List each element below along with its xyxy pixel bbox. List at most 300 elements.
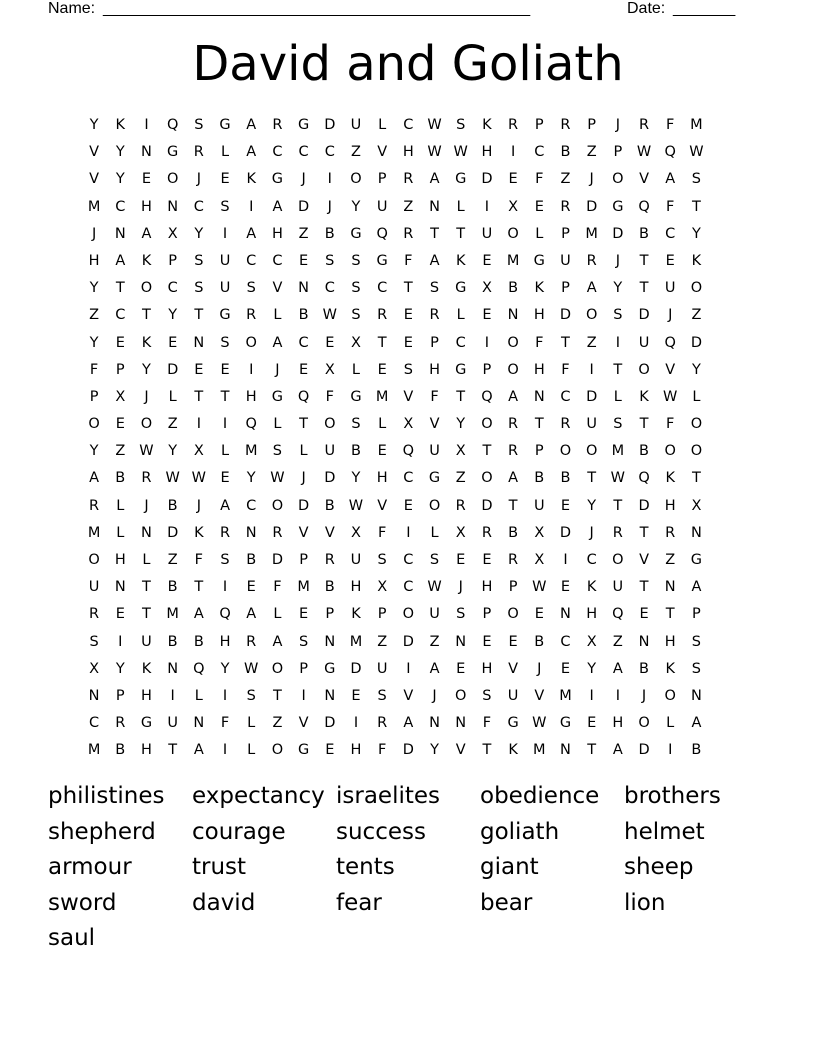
grid-letter: R <box>586 252 597 269</box>
grid-letter: I <box>222 742 228 759</box>
grid-letter: U <box>507 687 519 704</box>
grid-letter: A <box>612 742 623 759</box>
grid-letter: E <box>220 470 230 487</box>
grid-letter: V <box>324 524 335 541</box>
grid-letter: L <box>194 687 203 704</box>
grid-letter: Z <box>429 633 440 650</box>
grid-letter: P <box>613 144 623 161</box>
grid-letter: V <box>403 687 414 704</box>
word-list <box>48 779 768 957</box>
grid-letter: E <box>351 687 361 704</box>
grid-letter: H <box>376 470 388 487</box>
grid-letter: E <box>377 361 387 378</box>
grid-letter: N <box>141 524 152 541</box>
grid-letter: I <box>301 687 306 704</box>
grid-letter: R <box>403 225 414 242</box>
grid-letter: W <box>663 388 678 405</box>
grid-letter: G <box>271 388 284 405</box>
grid-letter: N <box>560 742 571 759</box>
grid-letter: T <box>482 443 492 460</box>
grid-letter: H <box>350 742 362 759</box>
grid-letter: P <box>377 171 387 188</box>
grid-letter: U <box>481 225 493 242</box>
grid-letter: S <box>220 552 230 568</box>
grid-letter: E <box>246 579 256 596</box>
grid-letter: Y <box>115 660 125 677</box>
grid-letter: K <box>639 388 649 405</box>
grid-letter: I <box>563 552 568 568</box>
grid-letter: D <box>298 497 310 514</box>
grid-letter: W <box>139 443 154 460</box>
grid-letter: B <box>167 579 178 596</box>
grid-letter: H <box>141 742 152 759</box>
grid-letter: O <box>455 687 467 704</box>
grid-letter: B <box>324 225 335 242</box>
grid-letter: O <box>638 715 650 732</box>
grid-letter: V <box>665 361 676 378</box>
grid-letter: H <box>664 633 676 650</box>
grid-letter: J <box>432 687 437 704</box>
grid-letter: E <box>115 334 125 351</box>
grid-letter: B <box>324 497 335 514</box>
grid-letter: A <box>665 171 676 188</box>
grid-letter: L <box>220 144 230 161</box>
grid-letter: Q <box>245 416 257 433</box>
grid-letter: L <box>351 361 361 378</box>
grid-letter: G <box>533 252 545 269</box>
grid-letter: H <box>481 660 493 677</box>
word-list-item: goliath <box>480 818 560 845</box>
grid-letter: I <box>144 117 149 133</box>
word-list-item: philistines <box>48 783 165 809</box>
date-blank-line[interactable]: _______ <box>673 0 736 17</box>
grid-row <box>81 139 710 166</box>
word-list-item: fear <box>336 889 382 916</box>
grid-letter: C <box>298 144 309 161</box>
grid-letter: N <box>664 579 676 596</box>
grid-letter: F <box>535 171 544 188</box>
grid-letter: M <box>611 443 625 460</box>
grid-letter: K <box>351 606 361 623</box>
grid-letter: P <box>561 280 570 297</box>
grid-letter: H <box>481 579 493 596</box>
grid-letter: D <box>402 633 414 650</box>
grid-letter: T <box>272 687 282 704</box>
grid-letter: Z <box>612 633 623 650</box>
grid-letter: C <box>89 715 100 732</box>
grid-row <box>81 248 710 275</box>
grid-letter: A <box>115 252 126 269</box>
grid-letter: R <box>115 715 126 732</box>
grid-letter: A <box>193 742 204 759</box>
grid-letter: L <box>430 524 439 541</box>
grid-letter: P <box>587 117 597 133</box>
grid-letter: D <box>638 742 650 759</box>
grid-letter: E <box>456 552 466 568</box>
grid-letter: A <box>141 225 152 242</box>
grid-letter: J <box>275 361 280 378</box>
grid-letter: J <box>537 660 542 677</box>
grid-letter: E <box>560 579 571 596</box>
grid-letter: N <box>690 524 702 541</box>
grid-letter: E <box>220 171 230 188</box>
grid-letter: L <box>220 443 230 460</box>
grid-letter: S <box>89 633 99 650</box>
grid-letter: F <box>325 388 334 405</box>
grid-letter: E <box>377 443 387 460</box>
grid-letter: E <box>534 606 544 623</box>
grid-letter: T <box>142 579 151 596</box>
grid-letter: Y <box>613 280 623 297</box>
grid-letter: O <box>690 416 703 433</box>
grid-letter: Y <box>351 198 361 215</box>
grid-letter: Q <box>402 443 415 460</box>
grid-letter: B <box>246 552 257 568</box>
grid-letter: E <box>560 497 571 514</box>
grid-letter: O <box>664 443 676 460</box>
grid-letter: H <box>612 715 624 732</box>
grid-letter: N <box>167 660 179 677</box>
grid-letter: R <box>560 198 571 215</box>
grid-letter: L <box>116 497 125 514</box>
grid-letter: P <box>482 606 492 623</box>
grid-letter: A <box>403 715 414 732</box>
grid-letter: U <box>533 497 545 514</box>
grid-letter: D <box>167 361 179 378</box>
grid-letter: C <box>560 633 571 650</box>
grid-letter: P <box>508 579 518 596</box>
grid-letter: F <box>377 742 387 759</box>
grid-letter: J <box>458 579 463 596</box>
grid-letter: G <box>376 252 388 269</box>
grid-letter: R <box>455 497 466 514</box>
grid-letter: F <box>377 524 387 541</box>
grid-letter: C <box>115 307 126 324</box>
grid-letter: C <box>403 470 414 487</box>
grid-letter: N <box>429 715 440 732</box>
grid-letter: P <box>115 687 125 704</box>
grid-letter: K <box>194 524 204 541</box>
grid-letter: O <box>271 660 284 677</box>
grid-letter: C <box>193 198 204 215</box>
grid-letter: B <box>350 443 361 460</box>
grid-letter: I <box>510 144 516 161</box>
grid-row <box>81 357 710 384</box>
grid-letter: B <box>193 633 204 650</box>
grid-letter: E <box>587 715 597 732</box>
grid-letter: Q <box>481 388 493 405</box>
grid-letter: S <box>613 307 623 324</box>
grid-letter: H <box>664 497 676 514</box>
grid-letter: P <box>534 117 544 133</box>
grid-letter: I <box>222 579 228 596</box>
grid-letter: P <box>325 606 335 623</box>
grid-letter: I <box>222 225 228 242</box>
grid-letter: J <box>615 117 620 133</box>
grid-letter: S <box>325 252 335 269</box>
grid-letter: V <box>298 524 309 541</box>
grid-letter: O <box>271 742 284 759</box>
grid-letter: O <box>507 606 519 623</box>
grid-letter: S <box>429 552 440 568</box>
word-list-item: david <box>192 889 256 916</box>
grid-letter: T <box>639 579 649 596</box>
grid-letter: U <box>586 416 597 433</box>
grid-letter: B <box>639 443 649 460</box>
grid-letter: O <box>140 416 153 433</box>
grid-row <box>81 411 710 438</box>
name-blank-line[interactable]: ________________________________________________ <box>103 0 531 17</box>
grid-letter: L <box>116 524 125 541</box>
grid-letter: M <box>690 117 703 133</box>
grid-letter: R <box>560 416 571 433</box>
grid-letter: X <box>377 579 388 596</box>
grid-letter: O <box>350 171 362 188</box>
grid-letter: D <box>586 198 598 215</box>
grid-letter: A <box>246 144 257 161</box>
grid-letter: M <box>585 225 598 242</box>
grid-letter: S <box>613 416 623 433</box>
page-title: David and Goliath <box>192 36 624 92</box>
grid-letter: S <box>351 280 361 297</box>
grid-letter: P <box>561 225 570 242</box>
grid-letter: Q <box>166 117 179 133</box>
grid-letter: L <box>378 416 387 433</box>
word-list-item: brothers <box>624 783 721 809</box>
grid-letter: W <box>453 144 468 161</box>
grid-letter: T <box>587 742 597 759</box>
grid-letter: Z <box>298 225 309 242</box>
grid-letter: F <box>194 552 204 568</box>
grid-letter: X <box>115 388 126 405</box>
grid-letter: Z <box>586 144 597 161</box>
grid-letter: R <box>324 552 335 568</box>
grid-letter: V <box>534 687 545 704</box>
grid-letter: M <box>297 579 310 596</box>
grid-letter: L <box>299 443 308 460</box>
grid-letter: N <box>193 715 205 732</box>
grid-letter: A <box>246 117 257 133</box>
grid-letter: A <box>246 225 257 242</box>
grid-letter: P <box>377 606 387 623</box>
grid-letter: R <box>508 416 519 433</box>
word-list-item: armour <box>48 854 132 880</box>
grid-letter: W <box>244 660 259 677</box>
grid-letter: T <box>299 416 309 433</box>
grid-letter: E <box>456 660 466 677</box>
grid-letter: J <box>144 497 149 514</box>
grid-letter: I <box>327 171 332 188</box>
grid-letter: F <box>273 579 282 596</box>
grid-letter: R <box>508 552 519 568</box>
grid-letter: P <box>299 660 308 677</box>
grid-letter: X <box>324 361 335 378</box>
grid-letter: W <box>636 144 652 161</box>
word-list-item: shepherd <box>48 818 156 845</box>
grid-letter: L <box>273 307 282 324</box>
grid-letter: H <box>350 579 362 596</box>
grid-letter: K <box>665 470 675 487</box>
grid-letter: T <box>639 416 649 433</box>
grid-letter: N <box>507 307 519 324</box>
grid-letter: K <box>141 334 152 351</box>
grid-letter: L <box>247 715 256 732</box>
grid-letter: S <box>220 198 230 215</box>
word-list-item: bear <box>480 889 533 916</box>
grid-letter: D <box>324 470 336 487</box>
grid-row <box>81 574 710 601</box>
grid-letter: Z <box>377 633 388 650</box>
grid-letter: G <box>297 742 310 759</box>
grid-letter: W <box>427 144 442 161</box>
grid-letter: C <box>324 280 335 297</box>
grid-letter: E <box>482 252 492 269</box>
grid-letter: O <box>690 280 703 297</box>
grid-letter: L <box>273 416 282 433</box>
grid-letter: K <box>141 252 152 269</box>
grid-letter: R <box>481 524 492 541</box>
grid-letter: K <box>508 742 518 759</box>
grid-letter: G <box>612 198 624 215</box>
grid-letter: B <box>560 470 571 487</box>
grid-letter: H <box>219 633 231 650</box>
grid-letter: J <box>196 171 201 188</box>
grid-letter: G <box>559 715 572 732</box>
grid-letter: B <box>115 470 126 487</box>
grid-letter: U <box>88 579 100 596</box>
grid-letter: A <box>246 606 257 623</box>
grid-letter: C <box>586 552 597 568</box>
grid-letter: I <box>222 687 228 704</box>
grid-letter: I <box>589 361 594 378</box>
grid-letter: H <box>245 388 257 405</box>
grid-letter: G <box>271 171 284 188</box>
grid-letter: X <box>351 334 361 351</box>
grid-letter: B <box>115 742 126 759</box>
grid-letter: Y <box>89 334 99 351</box>
grid-letter: I <box>406 660 411 677</box>
grid-letter: C <box>560 388 571 405</box>
grid-letter: I <box>353 715 359 732</box>
grid-letter: B <box>508 524 519 541</box>
grid-letter: Y <box>246 470 256 487</box>
grid-letter: R <box>612 524 623 541</box>
grid-letter: O <box>245 334 257 351</box>
grid-letter: B <box>167 633 178 650</box>
grid-letter: U <box>167 715 178 732</box>
grid-row <box>81 710 710 737</box>
grid-letter: N <box>533 388 545 405</box>
grid-letter: L <box>247 742 256 759</box>
grid-letter: M <box>87 742 101 759</box>
grid-letter: U <box>638 334 650 351</box>
grid-row <box>81 520 710 547</box>
grid-letter: S <box>456 606 466 623</box>
grid-letter: G <box>324 660 336 677</box>
grid-letter: N <box>167 198 179 215</box>
grid-letter: S <box>194 252 204 269</box>
grid-letter: Q <box>664 144 676 161</box>
grid-letter: D <box>481 497 493 514</box>
grid-letter: H <box>533 361 545 378</box>
grid-letter: A <box>429 660 440 677</box>
grid-letter: E <box>194 361 204 378</box>
grid-letter: W <box>165 470 180 487</box>
word-list-item: lion <box>624 889 666 916</box>
grid-letter: B <box>560 144 571 161</box>
grid-letter: P <box>430 334 439 351</box>
grid-letter: E <box>325 742 335 759</box>
grid-row <box>81 465 710 492</box>
grid-letter: S <box>456 117 466 133</box>
grid-letter: A <box>220 497 230 514</box>
grid-letter: T <box>613 361 623 378</box>
grid-letter: E <box>115 416 125 433</box>
grid-letter: U <box>324 443 336 460</box>
grid-letter: X <box>193 443 204 460</box>
grid-letter: U <box>429 443 440 460</box>
grid-letter: U <box>141 633 152 650</box>
worksheet-header <box>48 0 748 20</box>
grid-letter: A <box>89 470 100 487</box>
grid-letter: V <box>639 171 649 188</box>
grid-letter: O <box>507 334 519 351</box>
grid-letter: E <box>508 171 518 188</box>
grid-row <box>81 737 710 764</box>
grid-row <box>81 112 710 139</box>
grid-letter: T <box>456 388 466 405</box>
grid-letter: X <box>351 524 361 541</box>
grid-letter: Y <box>691 225 701 242</box>
grid-letter: Z <box>167 416 178 433</box>
grid-letter: Y <box>89 443 99 460</box>
grid-letter: I <box>484 198 490 215</box>
grid-row <box>81 330 710 357</box>
grid-letter: O <box>507 225 519 242</box>
grid-letter: C <box>246 252 257 269</box>
grid-letter: G <box>455 280 467 297</box>
grid-letter: Q <box>297 388 310 405</box>
grid-letter: T <box>430 225 439 242</box>
grid-letter: I <box>249 361 254 378</box>
grid-letter: V <box>508 660 519 677</box>
grid-letter: W <box>348 497 364 514</box>
grid-letter: E <box>665 252 675 269</box>
grid-letter: R <box>219 524 231 541</box>
grid-letter: V <box>639 552 649 568</box>
grid-letter: Y <box>430 742 439 759</box>
grid-letter: M <box>559 687 572 704</box>
grid-letter: X <box>508 198 519 215</box>
grid-letter: V <box>377 144 388 161</box>
grid-letter: M <box>244 443 258 460</box>
grid-letter: T <box>377 334 387 351</box>
grid-letter: T <box>220 388 230 405</box>
grid-letter: C <box>403 552 414 568</box>
grid-letter: L <box>378 117 387 133</box>
grid-letter: J <box>615 252 620 269</box>
grid-letter: C <box>167 280 178 297</box>
grid-letter: T <box>534 416 544 433</box>
grid-letter: N <box>88 687 100 704</box>
grid-letter: H <box>533 307 545 324</box>
grid-letter: Z <box>115 443 126 460</box>
grid-letter: Y <box>115 171 125 188</box>
grid-letter: Q <box>193 660 205 677</box>
grid-letter: W <box>689 144 704 161</box>
grid-letter: J <box>196 497 201 514</box>
grid-letter: W <box>322 307 337 324</box>
